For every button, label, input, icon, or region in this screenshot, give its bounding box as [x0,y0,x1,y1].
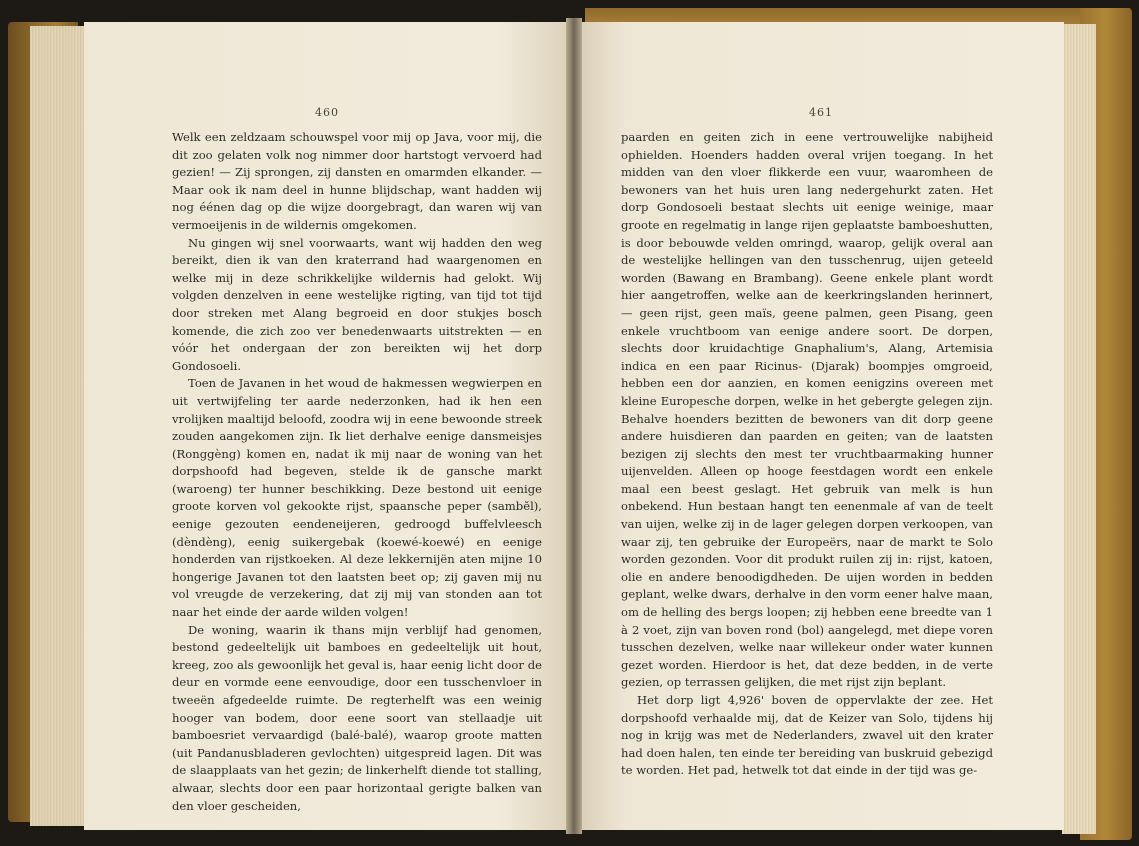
right-page-edges [1062,24,1096,834]
right-page-text [621,129,993,780]
paragraph: paarden en geiten zich in eene vertrouwelijke nabijheid ophielden. Hoenders hadden overal vrijen toegang. In het midden van den vloer flikkerde een vuur, waaromheen de bewoners van het huis uren lang nedergehurkt zaten. Het dorp Gondosoeli bestaat slechts uit eenige weinige, maar groote en regelmatig in lange rijen geplaatste bamboeshutten, is door bebouwde velden omringd, waarop, gelijk overal aan de westelijke hellingen van den tusschenrug, uijen geteeld worden (Bawang en Brambang). Geene enkele plant wordt hier aangetroffen, welke aan de keerkringslanden herinnert, — geen rijst, geen maïs, geene palmen, geen Pisang, geen enkele vruchtboom van eenige andere soort. De dorpen, slechts door kruidachtige Gnaphalium's, Alang, Artemisia indica en een paar Ricinus- (Djarak) boompjes omgroeid, hebben een dor aanzien, en komen eenigzins overeen met kleine Europesche dorpen, welke in het gebergte gelegen zijn. Behalve hoenders bezitten de bewoners van dit dorp geene andere huisdieren dan paarden en geiten; van de laatsten bezigen zij slechts den mest ter vruchtbaarmaking hunner uijenvelden. Alleen op hooge feestdagen wordt een enkele maal een beest geslagt. Het gebruik van melk is hun onbekend. Hun bestaan hangt ten eenenmale af van de teelt van uijen, welke zij in de lager gelegen dorpen verkoopen, van waar zij, ten gebruike der Europeërs, naar de markt te Solo worden gezonden. Voor dit produkt ruilen zij in: rijst, katoen, olie en andere benoodigdheden. De uijen worden in bedden geplant, welke dwars, derhalve in den vorm eener halve maan, om de helling des bergs loopen; zij hebben eene breedte van 1 à 2 voet, zijn van boven rond (bol) aangelegd, met diepe voren tusschen dezelven, welke naar willekeur onder water kunnen gezet worden. Hierdoor is het, dat deze bedden, in de verte gezien, op terrassen gelijken, die met rijst zijn beplant. [621,130,993,690]
paragraph: Nu gingen wij snel voorwaarts, want wij hadden den weg bereikt, dien ik van den kraterrand had waargenomen en welke mij in deze schrikkelijke wildernis had gelokt. Wij volgden denzelven in eene westelijke rigting, van tijd tot tijd door streken met Alang begroeid en door stukjes bosch komende, die zich zoo ver benedenwaarts uitstrekten — en vóór het ondergaan der zon bereikten wij het dorp Gondosoeli. [172,235,542,373]
book-gutter [566,18,582,834]
left-page-edges [30,26,86,826]
left-page [84,22,570,830]
page-number-right: 461 [809,106,833,119]
left-page-text [172,129,542,815]
right-page [578,22,1064,830]
paragraph: Het dorp ligt 4,926' boven de oppervlakte der zee. Het dorpshoofd verhaalde mij, dat de Keizer van Solo, tijdens hij nog in krijg was met de Nederlanders, zwavel uit den krater had doen halen, ten einde ter bereiding van buskruid gebezigd te worden. Het pad, hetwelk tot dat einde in der tijd was ge- [621,693,993,778]
paragraph: Welk een zeldzaam schouwspel voor mij op Java, voor mij, die dit zoo gelaten volk nog nimmer door hartstogt vervoerd had gezien! — Zij sprongen, zij dansten en omarmden elkander. — Maar ook ik nam deel in hunne blijdschap, want hadden wij nog éénen dag op die wijze doorgebragt, dan waren wij van vermoeijenis in de wildernis omgekomen. [172,130,542,232]
paragraph: Toen de Javanen in het woud de hakmessen wegwierpen en uit vertwijfeling ter aarde nederzonken, had ik hen een vrolijken maaltijd beloofd, zoodra wij in eene bewoonde streek zouden aangekomen zijn. Ik liet derhalve eenige dansmeisjes (Ronggèng) komen en, nadat ik mij naar de woning van het dorpshoofd had begeven, stelde ik de gansche markt (waroeng) ter hunner beschikking. Deze bestond uit eenige groote korven vol gekookte rijst, spaansche peper (sambĕl), eenige gezouten eendeneijeren, gedroogd buffelvleesch (dèndèng), eenig suikergebak (koewé-koewé) en eenige honderden van rijstkoeken. Al deze lekkernijën aten mijne 10 hongerige Javanen tot den laatsten beet op; zij gaven mij nu vol vreugde de verzekering, dat zij mij van stonden aan tot naar het einde der aarde wilden volgen! [172,376,542,620]
page-number-left: 460 [315,106,339,119]
paragraph: De woning, waarin ik thans mijn verblijf had genomen, bestond gedeeltelijk uit bamboes en gedeeltelijk uit hout, kreeg, zoo als gewoonlijk het geval is, haar eenig licht door de deur en vormde eene eenvoudige, door een tusschenvloer in tweeën afgedeelde ruimte. De regterhelft was een weinig hooger van bodem, door eene soort van stellaadje uit bamboesriet vervaardigd (balé-balé), waarop groote matten (uit Pandanusbladeren gevlochten) uitgespreid lagen. Dit was de slaapplaats van het gezin; de linkerhelft diende tot stalling, alwaar, slechts door een paar horizontaal gerigte balken van den vloer gescheiden, [172,622,542,813]
